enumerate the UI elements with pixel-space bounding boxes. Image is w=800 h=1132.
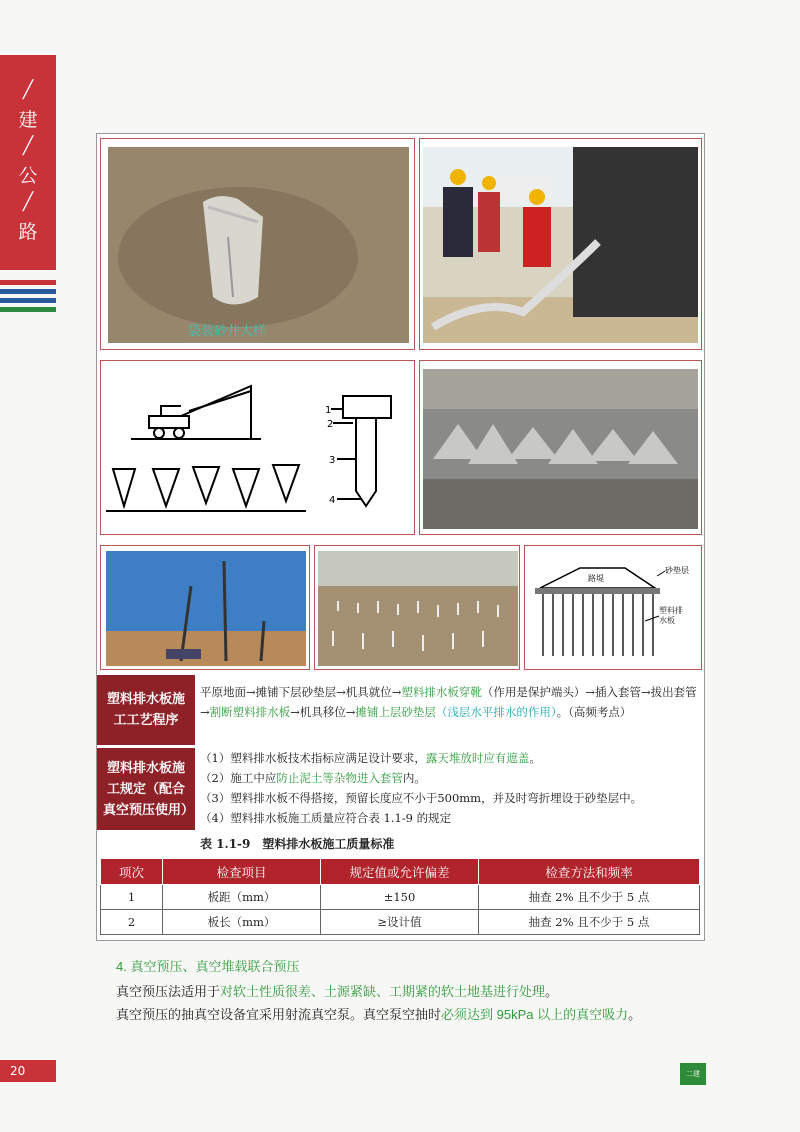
col-header-item-no: 项次 bbox=[101, 859, 163, 885]
photo-cell-workers bbox=[419, 138, 702, 350]
sand-layer-label: 砂垫层 bbox=[665, 566, 689, 575]
slash-icon: ╱ bbox=[22, 191, 34, 212]
table-row: 2 板长（mm） ≥设计值 抽查 2% 且不少于 5 点 bbox=[101, 910, 700, 935]
rules-text bbox=[200, 748, 702, 828]
table-header-row bbox=[101, 859, 700, 885]
section-4-paragraph-2: 真空预压的抽真空设备宜采用射流真空泵。真空泵空抽时必须达到 95kPa 以上的真空吸力。 bbox=[116, 1007, 642, 1022]
rule-2: （2）施工中应防止泥土等杂物进入套管内。 bbox=[200, 771, 426, 785]
col-header-check-item: 检查项目 bbox=[163, 859, 321, 885]
section-4-paragraph-1: 真空预压法适用于对软土性质很差、土源紧缺、工期紧的软土地基进行处理。 bbox=[116, 984, 559, 999]
side-char-3: 路 bbox=[18, 220, 38, 243]
chapter-side-tab bbox=[0, 55, 56, 270]
diagram-cell-construction bbox=[100, 360, 415, 535]
side-char-2: 公 bbox=[18, 164, 38, 187]
page-number: 20 bbox=[0, 1060, 56, 1082]
col-header-tolerance: 规定值或允许偏差 bbox=[321, 859, 479, 885]
rigs-photo bbox=[106, 551, 306, 666]
corner-logo: 二建 bbox=[680, 1063, 706, 1085]
workers-photo bbox=[423, 147, 698, 343]
rule-1: （1）塑料排水板技术指标应满足设计要求，露天堆放时应有遮盖。 bbox=[200, 751, 541, 765]
sand-well-photo bbox=[108, 147, 409, 343]
embankment-label: 路堤 bbox=[588, 574, 604, 583]
photo-cell-field bbox=[314, 545, 520, 670]
photo-cell-rigs bbox=[100, 545, 310, 670]
side-char-1: 建 bbox=[18, 108, 38, 131]
table-row: 1 板距（mm） ±150 抽查 2% 且不少于 5 点 bbox=[101, 885, 700, 910]
decorative-stripes bbox=[0, 280, 56, 316]
col-header-method: 检查方法和频率 bbox=[479, 859, 700, 885]
pile-heads-photo bbox=[423, 369, 698, 529]
construction-diagram bbox=[101, 361, 414, 534]
diagram-cell-drain-board bbox=[524, 545, 702, 670]
label-3: 3 bbox=[329, 455, 336, 466]
table-title: 表 1.1-9 塑料排水板施工质量标准 bbox=[200, 837, 395, 851]
photo-cell-sand-well bbox=[100, 138, 415, 350]
drain-board-diagram bbox=[525, 546, 701, 669]
slash-icon: ╱ bbox=[22, 79, 34, 100]
process-label: 塑料排水板施工工艺程序 bbox=[97, 675, 195, 745]
label-2: 2 bbox=[327, 419, 334, 430]
photo-caption: 袋装砂井大样 bbox=[188, 324, 267, 339]
label-4: 4 bbox=[329, 495, 336, 506]
photo-cell-pile-heads bbox=[419, 360, 702, 535]
section-4-heading: 4. 真空预压、真空堆载联合预压 bbox=[116, 959, 300, 974]
quality-standard-table bbox=[100, 858, 700, 935]
label-1: 1 bbox=[325, 405, 332, 416]
drain-board-field-photo bbox=[318, 551, 518, 666]
rules-label: 塑料排水板施工规定（配合真空预压使用） bbox=[97, 748, 195, 830]
process-text: 平原地面→摊铺下层砂垫层→机具就位→塑料排水板穿靴（作用是保护端头）→插入套管→拔出套管→割断塑料排水板→机具移位→摊铺上层砂垫层（浅层水平排水的作用）。（高频考点） bbox=[200, 685, 697, 719]
drain-board-label: 塑料排水板 bbox=[659, 606, 683, 625]
rule-3: （3）塑料排水板不得搭接，预留长度应不小于500mm，并及时弯折埋设于砂垫层中。 bbox=[200, 791, 643, 805]
slash-icon: ╱ bbox=[22, 135, 34, 156]
rule-4: （4）塑料排水板施工质量应符合表 1.1-9 的规定 bbox=[200, 811, 452, 825]
